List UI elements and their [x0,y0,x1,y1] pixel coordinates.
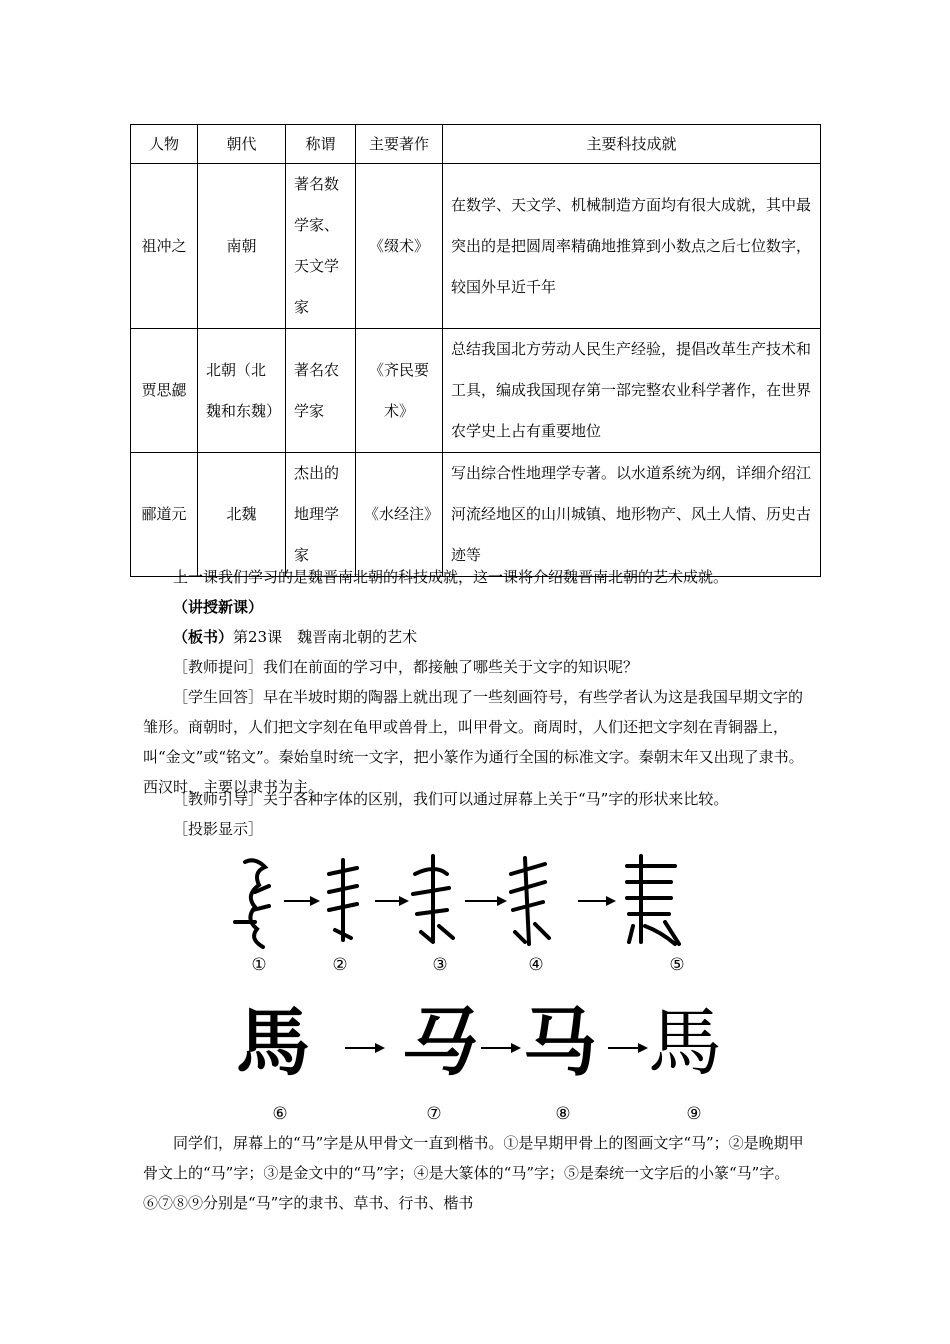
label-2: ② [332,955,348,975]
header-achievements: 主要科技成就 [443,125,821,164]
table-header-row [131,125,821,164]
cell-title: 著名数学家、天文学家 [286,164,356,329]
ancient-horse-glyphs [225,852,725,952]
regular-horse-glyph: 馬 [648,1000,722,1086]
cell-achievement: 写出综合性地理学专著。以水道系统为纲，详细介绍江河流经地区的山川城镇、地形物产、风土人情、历史古迹等 [443,453,821,577]
cell-title: 著名农学家 [286,329,356,453]
board-heading [143,622,808,652]
cell-title: 杰出的地理学家 [286,453,356,577]
explanation-paragraph: 同学们，屏幕上的“马”字是从甲骨文一直到楷书。①是早期甲骨上的图画文字“马”；②是晚期甲骨文上的“马”字；③是金文中的“马”字；④是大篆体的“马”字；⑤是秦统一文字后的小篆“马”字。⑥⑦⑧⑨分别是“马”字的隶书、草书、行书、楷书 [143,1134,804,1212]
label-3: ③ [432,955,448,975]
arrow-6-7 [345,1047,383,1049]
projection-label: ［投影显示］ [173,820,264,838]
cell-dynasty: 北魏 [198,453,286,577]
lesson-title: 第23课 魏晋南北朝的艺术 [233,628,418,646]
arrow-1-2 [284,900,318,902]
label-9: ⑨ [686,1104,702,1124]
arrow-8-9 [608,1047,646,1049]
arrow-4-5 [578,900,614,902]
student-answer: ［学生回答］早在半坡时期的陶器上就出现了一些刻画符号，有些学者认为这是我国早期文字的雏形。商朝时，人们把文字刻在龟甲或兽骨上，叫甲骨文。商周时，人们还把文字刻在青铜器上，叫“金文”或“铭文”。秦始皇时统一文字，把小篆作为通行全国的标准文字。秦朝末年又出现了隶书。西汉时，主要以隶书为主。 [143,688,804,796]
clerical-horse-glyph: 馬 [236,1000,310,1086]
table-row [131,453,821,577]
arrow-2-3 [375,900,407,902]
cell-person: 郦道元 [131,453,198,577]
label-5: ⑤ [669,955,685,975]
cell-works: 《缀术》 [356,164,443,329]
cell-works: 《齐民要术》 [356,329,443,453]
header-person: 人物 [131,125,198,164]
cell-achievement: 在数学、天文学、机械制造方面均有很大成就，其中最突出的是把圆周率精确地推算到小数点之后七位数字，较国外早近千年 [443,164,821,329]
header-works: 主要著作 [356,125,443,164]
cell-dynasty: 北朝（北魏和东魏） [198,329,286,453]
cell-person: 祖冲之 [131,164,198,329]
table-row [131,329,821,453]
cell-achievement: 总结我国北方劳动人民生产经验，提倡改革生产技术和工具，编成我国现存第一部完整农业科学著作，在世界农学史上占有重要地位 [443,329,821,453]
running-horse-glyph: 马 [523,1000,597,1086]
header-dynasty: 朝代 [198,125,286,164]
label-7: ⑦ [426,1104,442,1124]
board-label: （板书） [173,628,234,646]
intro-paragraph: 上一课我们学习的是魏晋南北朝的科技成就，这一课将介绍魏晋南北朝的艺术成就。 [173,568,729,586]
science-achievements-table [130,124,821,577]
section-label: （讲授新课） [173,598,264,616]
table-row [131,164,821,329]
cursive-horse-glyph: 马 [398,1000,472,1086]
teacher-guidance: ［教师引导］关于各种字体的区别，我们可以通过屏幕上关于“马”字的形状来比较。 [173,790,729,808]
label-4: ④ [528,955,544,975]
label-8: ⑧ [555,1104,571,1124]
cell-person: 贾思勰 [131,329,198,453]
label-6: ⑥ [272,1104,288,1124]
arrow-7-8 [481,1047,519,1049]
arrow-3-4 [465,900,505,902]
cell-works: 《水经注》 [356,453,443,577]
cell-dynasty: 南朝 [198,164,286,329]
label-1: ① [251,955,267,975]
header-title: 称谓 [286,125,356,164]
teacher-question: ［教师提问］我们在前面的学习中，都接触了哪些关于文字的知识呢？ [173,658,639,676]
